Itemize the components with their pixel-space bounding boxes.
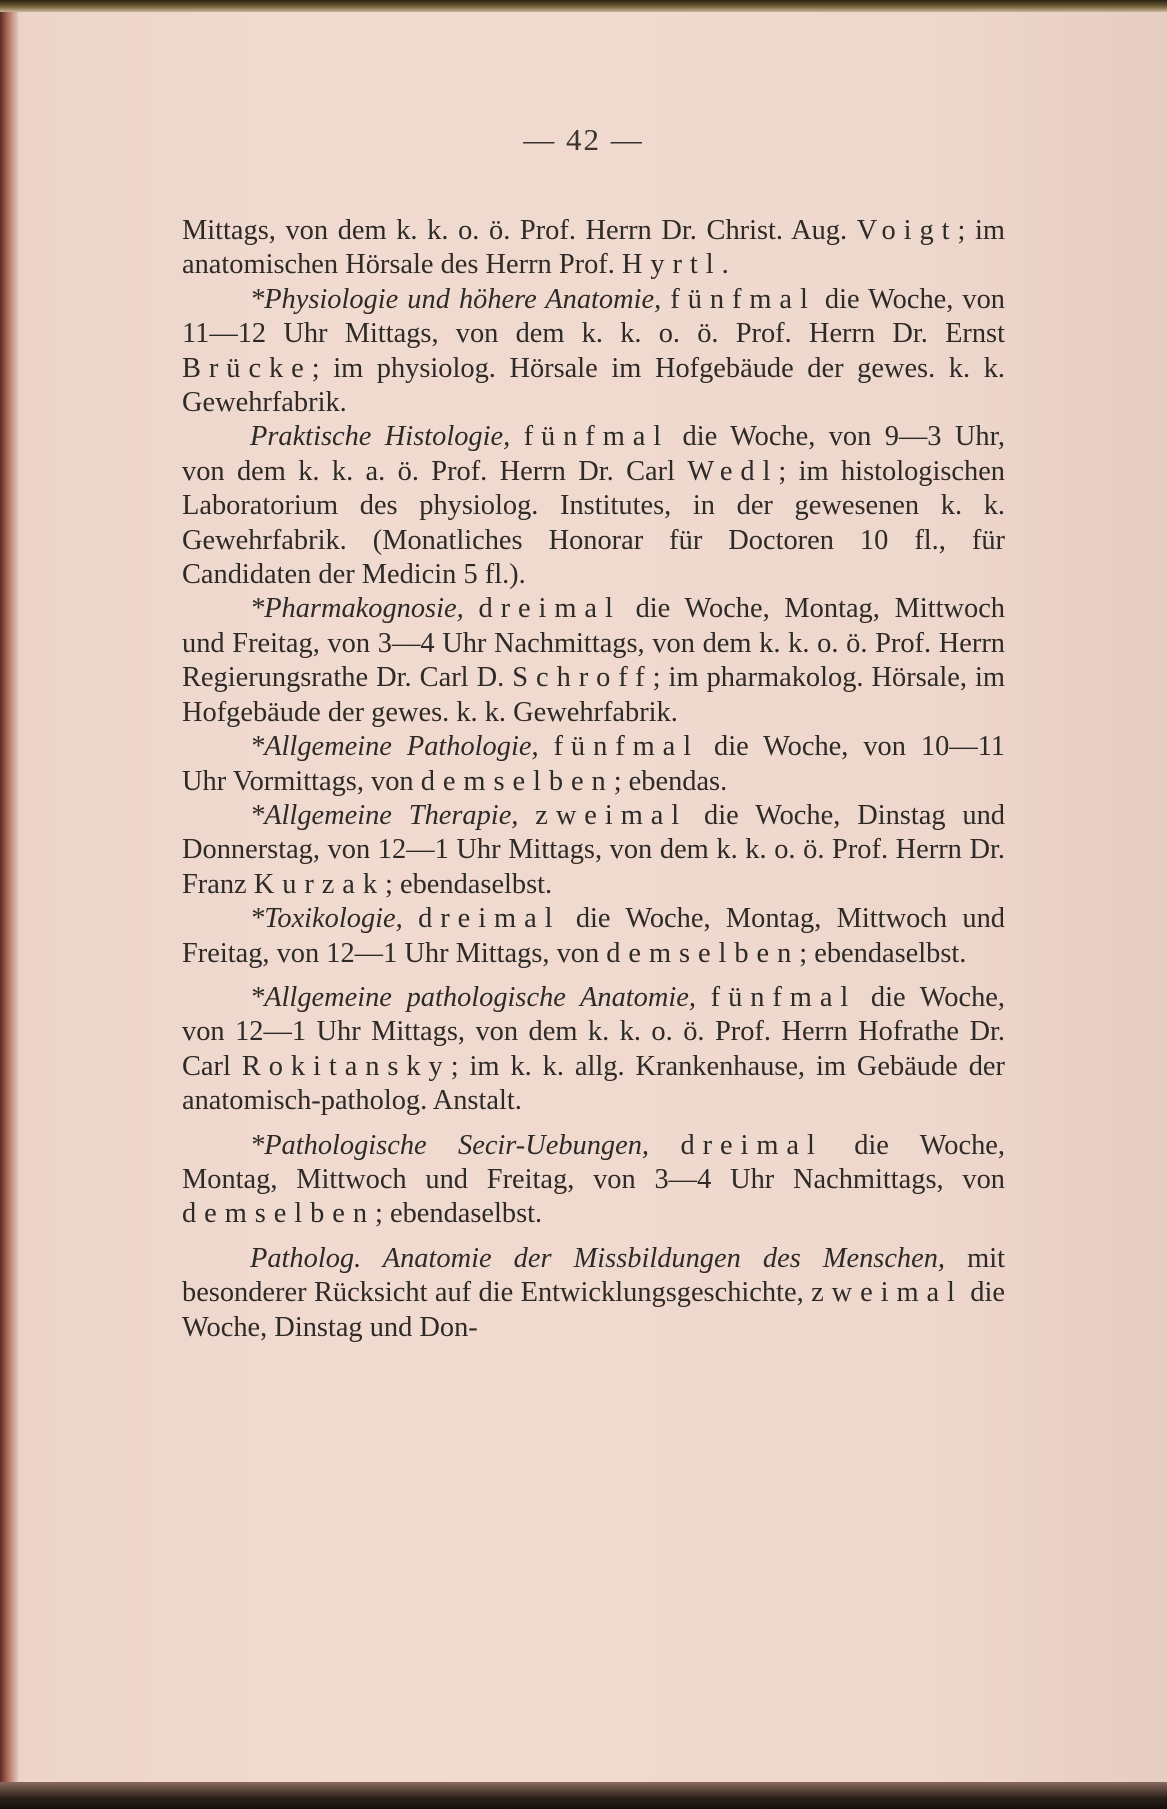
course-entry <box>182 214 1005 283</box>
course-entry <box>182 1242 1005 1345</box>
course-text: mit besonderer Rücksicht auf die Entwicklungsgeschichte, zweimal die Woche, Dinstag und Don- <box>182 1242 1005 1343</box>
course-entry <box>182 730 1005 799</box>
course-title: *Allgemeine Pathologie, <box>250 731 539 763</box>
course-title: Patholog. Anatomie der Missbildungen des Menschen, <box>250 1242 946 1274</box>
course-entry <box>182 283 1005 421</box>
course-title: *Physiologie und höhere Anatomie, <box>250 283 662 315</box>
course-title: *Pharmakognosie, <box>250 593 464 625</box>
course-entry <box>182 592 1005 730</box>
course-entry <box>182 902 1005 971</box>
course-entry <box>182 799 1005 902</box>
course-text: dreimal die Woche, Montag, Mittwoch und Freitag, von 3—4 Uhr Nachmittags, von demselben; ebendaselbst. <box>182 1129 1005 1230</box>
page-top-edge <box>0 0 1167 12</box>
course-text: dreimal die Woche, Montag, Mittwoch und Freitag, von 12—1 Uhr Mittags, von demselben; ebendaselbst. <box>182 903 1005 969</box>
course-text: Mittags, von dem k. k. o. ö. Prof. Herrn Dr. Christ. Aug. Voigt; im anatomischen Hörsale des Herrn Prof. Hyrtl. <box>182 215 1005 281</box>
course-text: fünfmal die Woche, von 9—3 Uhr, von dem k. k. a. ö. Prof. Herrn Dr. Carl Wedl; im histologischen Laboratorium des physiolog. Institutes, in der gewesenen k. k. Gewehrfabrik. (Monatliches Honorar für Doctoren 10 fl., für Candidaten der Medicin 5 fl.). <box>182 421 1006 591</box>
course-text: fünfmal die Woche, von 12—1 Uhr Mittags, von dem k. k. o. ö. Prof. Herrn Hofrathe Dr. Carl Rokitansky; im k. k. allg. Krankenhause, im Gebäude der anatomisch-patholog. Anstalt. <box>182 981 1005 1117</box>
page-number: — 42 — <box>523 122 644 157</box>
course-entry <box>182 420 1005 592</box>
course-title: *Allgemeine Therapie, <box>250 799 519 831</box>
course-text: dreimal die Woche, Montag, Mittwoch und Freitag, von 3—4 Uhr Nachmittags, von dem k. k. o. ö. Prof. Herrn Regierungsrathe Dr. Carl D. Schroff; im pharmakolog. Hörsale, im Hofgebäude der gewes. k. k. Gewehrfabrik. <box>182 593 1005 728</box>
course-text: fünfmal die Woche, von 10—11 Uhr Vormittags, von demselben; ebendas. <box>182 731 1005 797</box>
course-text: fünfmal die Woche, von 11—12 Uhr Mittags, von dem k. k. o. ö. Prof. Herrn Dr. Ernst Brücke; im physiolog. Hörsale im Hofgebäude der gewes. k. k. Gewehrfabrik. <box>182 283 1005 419</box>
course-title: Praktische Histologie, <box>250 421 511 453</box>
course-title: *Toxikologie, <box>250 903 403 935</box>
course-title: *Allgemeine pathologische Anatomie, <box>250 981 696 1013</box>
page-bottom-edge <box>0 1782 1167 1809</box>
book-spine-edge <box>0 0 18 1809</box>
course-entry <box>182 981 1005 1119</box>
course-text: zweimal die Woche, Dinstag und Donnerstag, von 12—1 Uhr Mittags, von dem k. k. o. ö. Prof. Herrn Dr. Franz Kurzak; ebendaselbst. <box>182 799 1005 900</box>
course-title: *Pathologische Secir-Uebungen, <box>250 1129 650 1161</box>
course-entry <box>182 1129 1005 1232</box>
body-text <box>182 214 1005 1345</box>
